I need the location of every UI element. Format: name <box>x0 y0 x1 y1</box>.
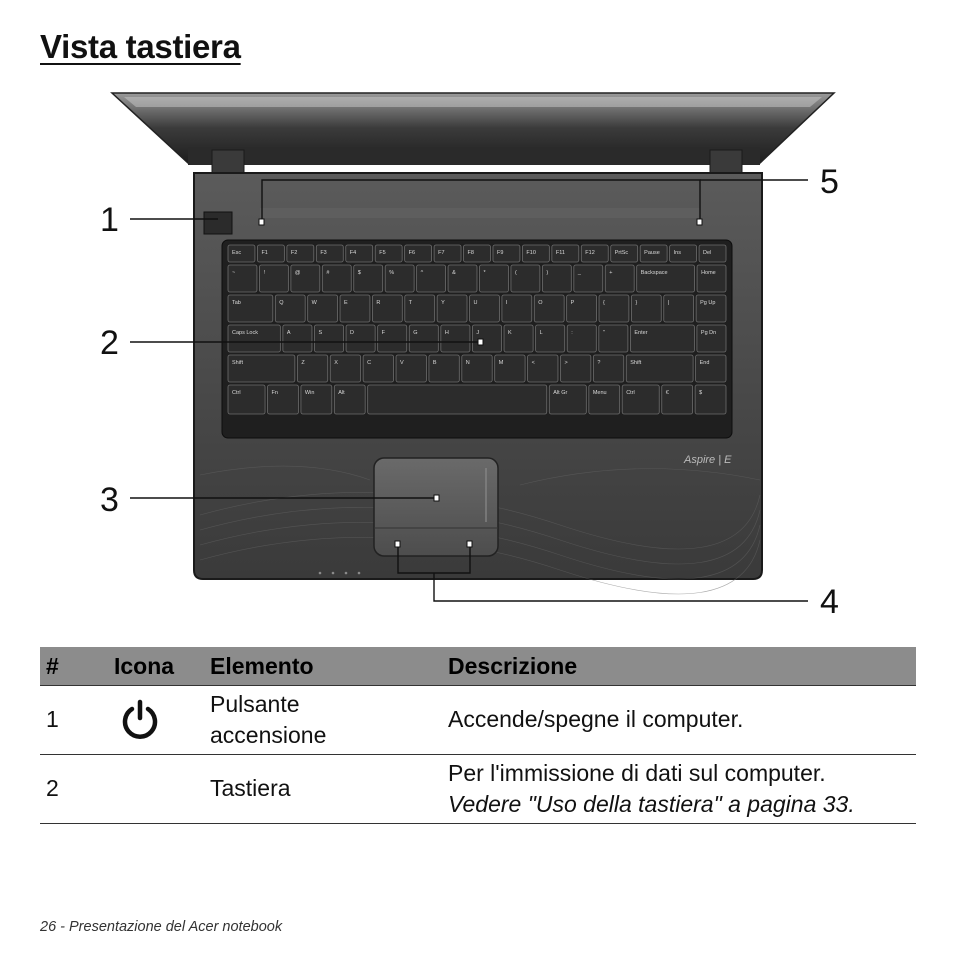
keyboard-key-label: Del <box>703 250 712 256</box>
element-name-line2: accensione <box>210 722 327 748</box>
keyboard-key-label: L <box>539 330 543 336</box>
keyboard-key-label: Alt Gr <box>553 390 568 396</box>
keyboard-key-label: % <box>389 270 395 276</box>
description-text: Per l'immissione di dati sul computer. <box>448 759 826 786</box>
keyboard-key-label: > <box>564 360 568 366</box>
table-row <box>40 755 916 824</box>
keyboard-key-label: F1 <box>261 250 268 256</box>
keyboard-key-label: F8 <box>467 250 474 256</box>
keyboard-key-label: Shift <box>232 360 244 366</box>
keyboard-key-label: * <box>483 270 486 276</box>
page-title: Vista tastiera <box>40 28 241 65</box>
cross-reference-link[interactable]: Vedere "Uso della tastiera" a pagina 33. <box>448 791 855 817</box>
keyboard-key-label: € <box>665 390 669 396</box>
keyboard-key-label: Shift <box>630 360 642 366</box>
keyboard-key-label: I <box>505 300 508 306</box>
keyboard-key-label: @ <box>294 270 301 276</box>
keyboard-key-label: F5 <box>379 250 386 256</box>
keyboard-key-label: F9 <box>496 250 504 256</box>
keyboard-key-label: Fn <box>271 390 278 396</box>
keyboard-key-label: V <box>400 360 404 366</box>
keyboard-key-label: C <box>367 360 372 366</box>
keyboard-key-label: End <box>699 360 710 366</box>
callout-5: 5 <box>820 163 839 201</box>
keyboard-key-label: + <box>609 270 613 276</box>
keyboard-key-label: Pg Up <box>700 300 716 306</box>
keyboard-key-label: Home <box>701 270 716 276</box>
keyboard-key-label: PrtSc <box>614 250 629 256</box>
page-footer: 26 - Presentazione del Acer notebook <box>40 919 283 935</box>
keyboard-key-label: P <box>570 300 575 306</box>
keyboard-key-label: < <box>531 360 535 366</box>
keyboard-key-label: Backspace <box>640 270 668 276</box>
keyboard-key-label: Ctrl <box>626 390 635 396</box>
keyboard-key-label: O <box>538 300 543 306</box>
keyboard-key-label: Q <box>279 300 284 306</box>
keyboard-key-label: N <box>465 360 470 366</box>
keyboard-key-label: R <box>376 300 381 306</box>
speaker-bar <box>260 208 700 218</box>
keyboard-key-label: Esc <box>232 250 242 256</box>
keyboard-key-label: U <box>473 300 478 306</box>
keyboard-key-label: : <box>571 330 573 336</box>
row-element: Tastiera <box>204 755 442 824</box>
keyboard-key-label: " <box>602 330 605 336</box>
keyboard-key-label: M <box>498 360 504 366</box>
row-number: 2 <box>40 755 108 824</box>
col-header-description: Descrizione <box>442 647 916 686</box>
callout-2: 2 <box>100 324 119 362</box>
brand-mark: Aspire | E <box>684 454 732 466</box>
keyboard-key-label: Ins <box>673 250 681 256</box>
keyboard-key-label: F7 <box>438 250 445 256</box>
keyboard-key-label: | <box>667 300 670 306</box>
keyboard-key-label: F11 <box>555 250 565 256</box>
keyboard-key-label: X <box>334 360 338 366</box>
col-header-element: Elemento <box>204 647 442 686</box>
element-name-line1: Pulsante <box>210 690 300 717</box>
row-number: 1 <box>40 686 108 755</box>
row-icon-cell <box>108 755 204 824</box>
keyboard-key-label: Y <box>441 300 445 306</box>
callout-4: 4 <box>820 583 839 621</box>
row-description: Accende/spegne il computer. <box>442 686 916 755</box>
keyboard-key-label: { <box>603 300 605 306</box>
keyboard-key-label: Win <box>304 390 315 396</box>
keyboard-key-label: D <box>350 330 355 336</box>
keyboard-view-figure <box>0 85 954 625</box>
power-button <box>204 212 232 234</box>
keyboard-key-label: ! <box>263 270 265 276</box>
keyboard-key-label: ~ <box>232 270 236 276</box>
keyboard-key-label: Tab <box>232 300 241 306</box>
keyboard-key-label: Caps Lock <box>232 330 258 336</box>
keyboard-key-label: F10 <box>526 250 536 256</box>
row-element <box>204 686 442 755</box>
keyboard-key-label: Pause <box>644 250 660 256</box>
keyboard-key-label: Menu <box>592 390 607 396</box>
touchpad <box>374 458 498 556</box>
keyboard-key-label: Enter <box>634 330 648 336</box>
components-table <box>40 647 916 824</box>
table-row <box>40 686 916 755</box>
keyboard-key-label: $ <box>699 390 703 396</box>
keyboard-key-label: F2 <box>290 250 298 256</box>
keyboard-key-label: _ <box>577 270 581 276</box>
keyboard-key-label: E <box>344 300 348 306</box>
keyboard-key-label: J <box>476 330 480 336</box>
keyboard-key-label: ? <box>597 360 601 366</box>
keyboard-key-label: # <box>326 270 330 276</box>
keyboard-key-label: ^ <box>420 270 424 276</box>
laptop-illustration <box>0 85 954 625</box>
keyboard-key-label: G <box>413 330 418 336</box>
keyboard-key-label: S <box>318 330 323 336</box>
keyboard-key-label: Ctrl <box>232 390 241 396</box>
keyboard-key-label: B <box>432 360 437 366</box>
space-bar <box>368 385 547 414</box>
keyboard-key-label: F6 <box>408 250 416 256</box>
table-header-row <box>40 647 916 686</box>
callout-1: 1 <box>100 201 119 239</box>
keyboard-key-label: Z <box>301 360 305 366</box>
keyboard-key-label: F3 <box>320 250 327 256</box>
keyboard-key-label: F12 <box>585 250 595 256</box>
col-header-icon: Icona <box>108 647 204 686</box>
keyboard-key-label: A <box>286 330 291 336</box>
keyboard-key-label: ( <box>514 270 517 276</box>
keyboard-key-label: Alt <box>338 390 345 396</box>
keyboard-key-label: Pg Dn <box>700 330 717 336</box>
col-header-num: # <box>40 647 108 686</box>
row-icon-cell <box>108 686 204 755</box>
keyboard-key-label: F4 <box>349 250 357 256</box>
keyboard-key-label: K <box>508 330 512 336</box>
keyboard-key-label: F <box>381 330 386 336</box>
keyboard-key-label: H <box>444 330 449 336</box>
keyboard-key-label: } <box>635 300 638 306</box>
power-icon <box>118 698 162 742</box>
keyboard-key-label: W <box>311 300 317 306</box>
keyboard-key-label: T <box>408 300 413 306</box>
keyboard-key-label: $ <box>357 270 361 276</box>
row-description <box>442 755 916 824</box>
keyboard-key-label: ) <box>546 270 549 276</box>
callout-3: 3 <box>100 481 119 519</box>
keyboard-key-label: & <box>452 270 456 276</box>
